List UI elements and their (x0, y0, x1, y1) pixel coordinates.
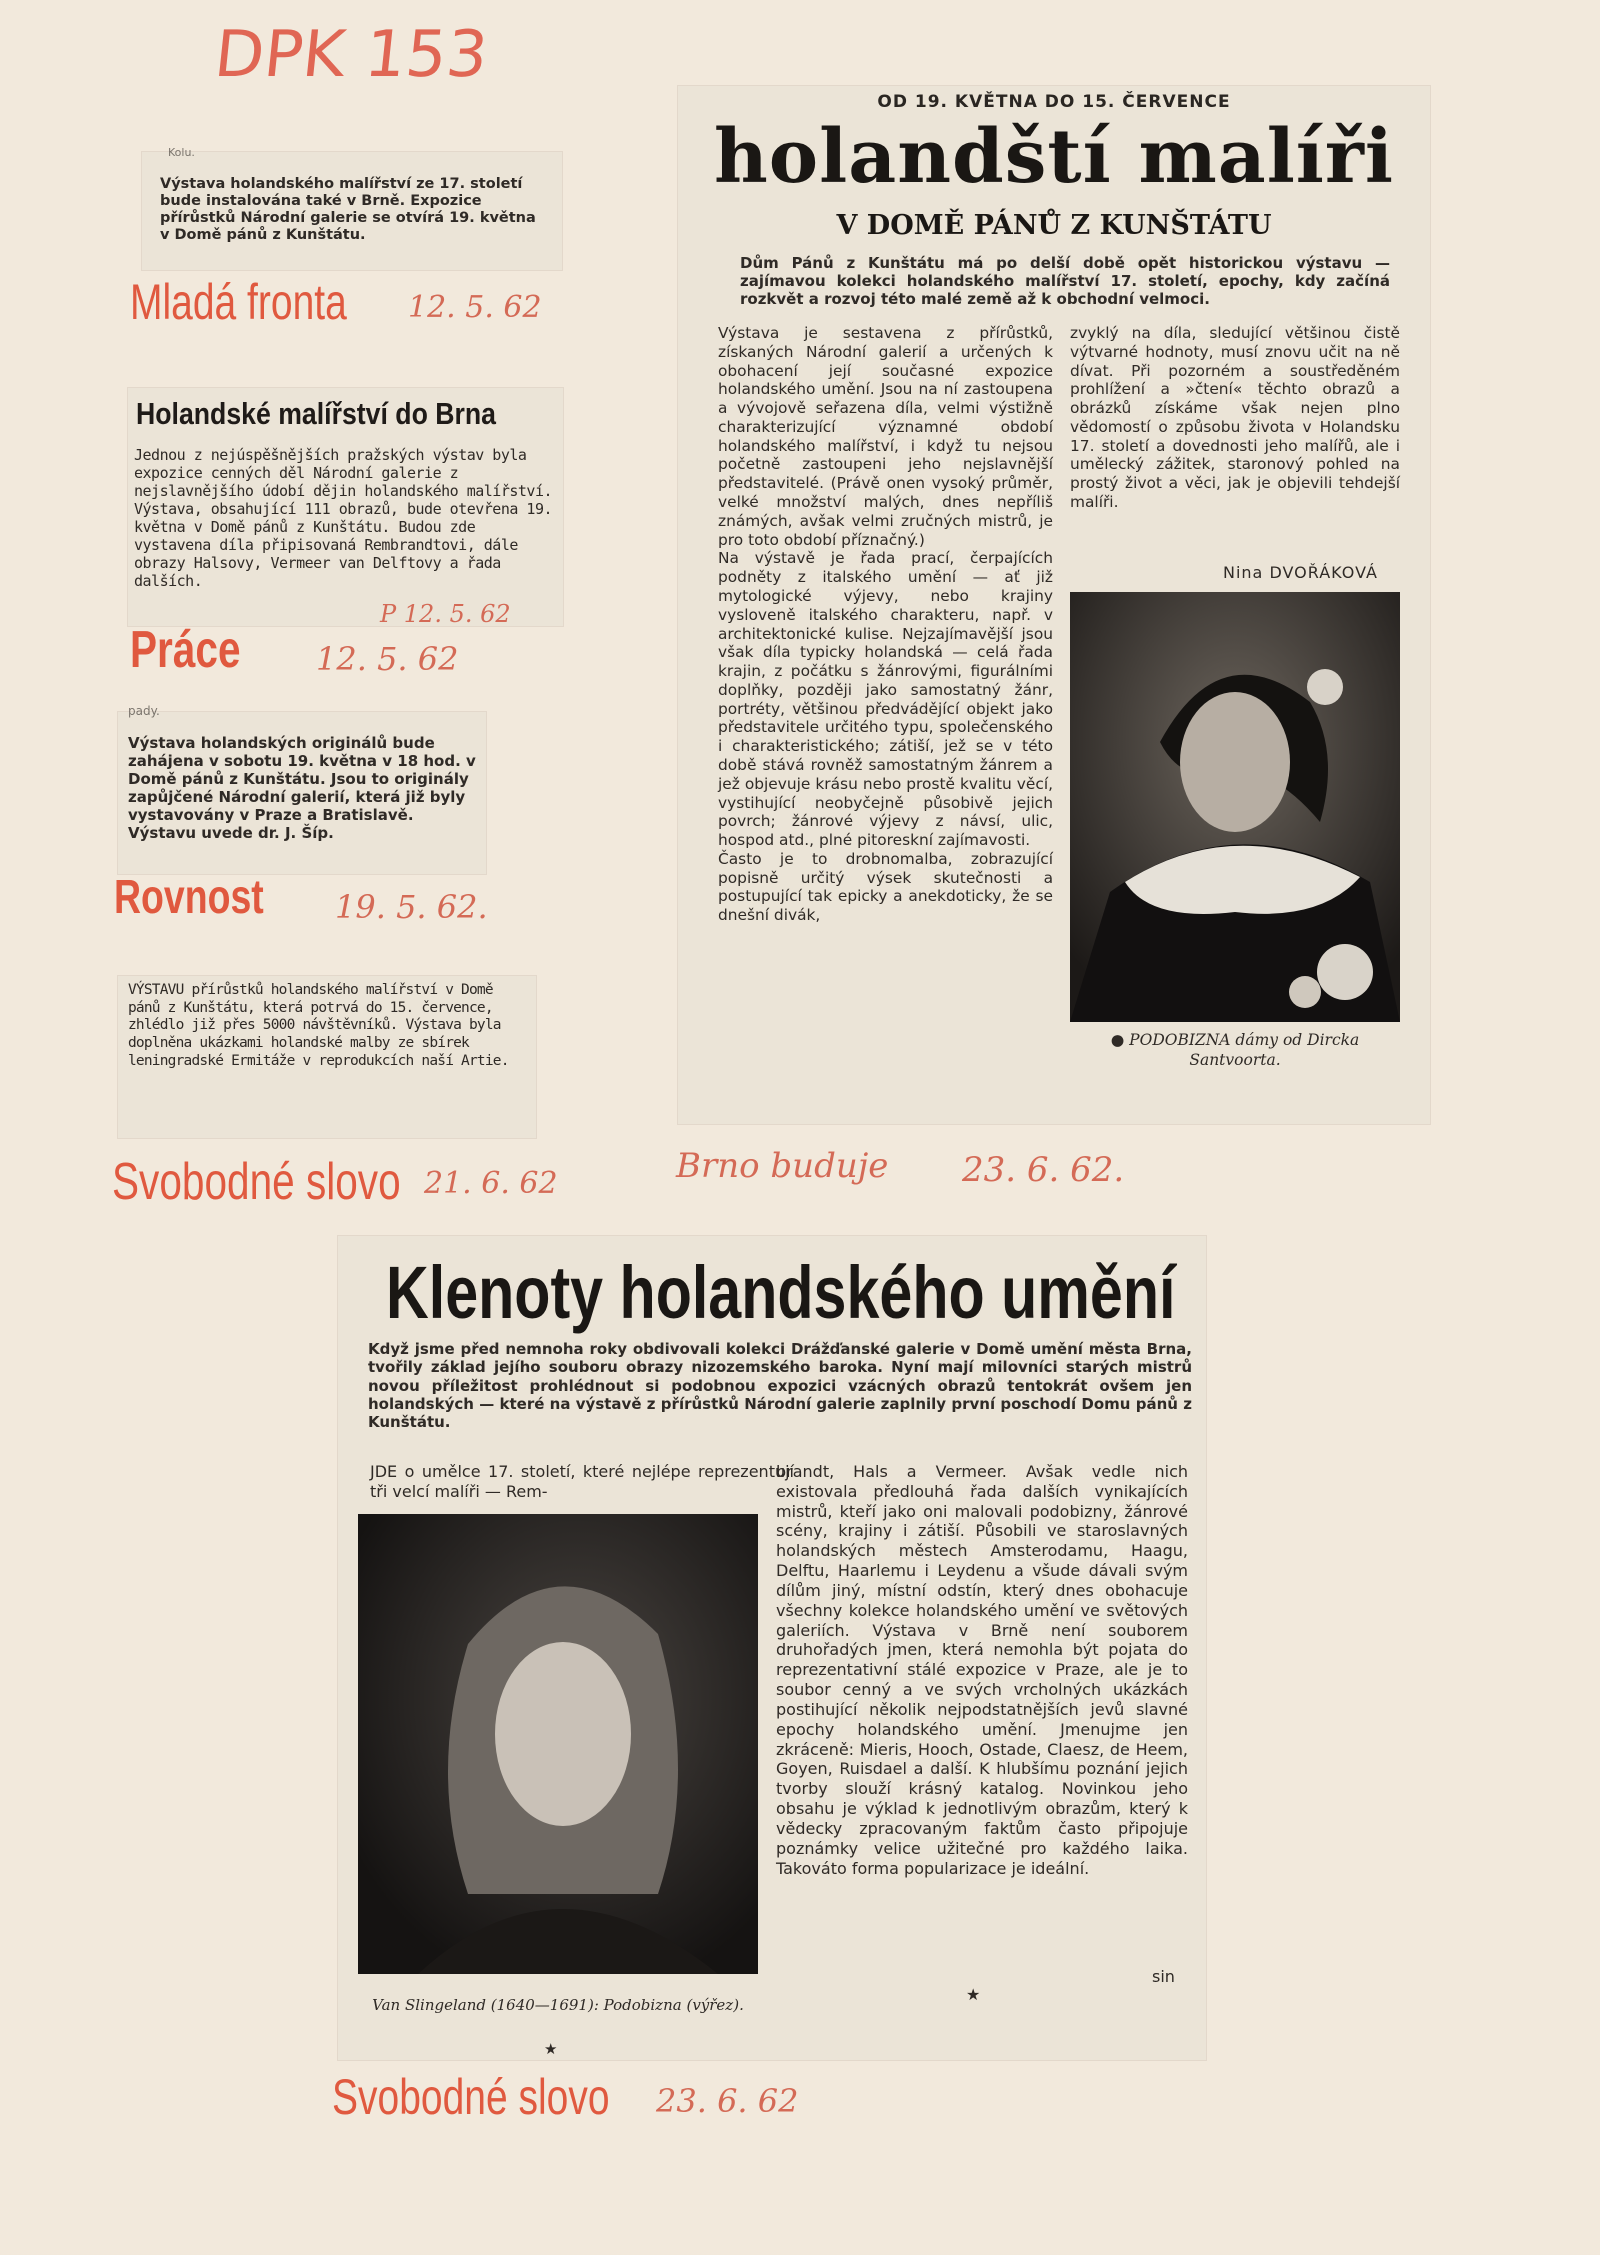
article-headline: Klenoty holandského umění (386, 1251, 1176, 1334)
portrait-photo-santvoort (1070, 592, 1400, 1022)
article-kicker: OD 19. KVĚTNA DO 15. ČERVENCE (877, 92, 1231, 112)
clipping-prace (128, 388, 563, 626)
handwritten-date: 19. 5. 62. (335, 888, 488, 926)
caption-star: ★ (544, 2040, 558, 2058)
article-headline: holandští malíři (713, 114, 1395, 200)
header-note: DPK 153 (211, 18, 492, 92)
source-stamp-svobodne-slovo: Svobodné slovo (332, 2069, 610, 2125)
handwritten-date: 23. 6. 62. (962, 1150, 1125, 1190)
source-stamp-mlada-fronta: Mladá fronta (130, 274, 347, 330)
handwritten-date: 12. 5. 62 (408, 290, 542, 325)
margin-note: P 12. 5. 62 (380, 600, 511, 628)
article-lead: Dům Pánů z Kunštátu má po delší době opět historickou výstavu — zajímavou kolekci holandského malířství 17. století, epochy, kdy začíná rozkvět a rozvoj této malé země až k obchodní velmoci. (740, 254, 1390, 308)
portrait-caption: ● PODOBIZNA dámy od Dircka Santvoorta. (1110, 1031, 1360, 1070)
portrait-photo-slingeland (358, 1514, 758, 1974)
article-holandsti-malíri (678, 86, 1430, 1124)
article-intro: JDE o umělce 17. století, které nejlépe reprezentují tři velcí malíři — Rem- (370, 1462, 794, 1501)
portrait-illustration (1070, 592, 1400, 1022)
article-lead: Když jsme před nemnoha roky obdivovali kolekci Drážďanské galerie v Domě umění města Brna, tvořily základ jejího souboru obrazy nizozemského baroka. Nyní mají milovníci starých mistrů novou příležitost prohlédnout si podobnou expozici vzácných obrazů tentokrát ovšem jen holandských — které na výstavě z přírůstků Národní galerie zaplnily první poschodí Domu pánů z Kunštátu. (368, 1340, 1192, 1432)
portrait-illustration (358, 1514, 758, 1974)
article-subhead: V DOMĚ PÁNŮ Z KUNŠTÁTU (836, 210, 1272, 241)
clipping-cut-top-text: Kolu. (168, 146, 195, 159)
article-column-1: Výstava je sestavena z přírůstků, získaných Národní galerií a určených k obohacení její současné expozice holandského umění. Jsou na ní zastoupena a vývojově seřazena díla, velmi výstižně charakterizující významné období holandského malířství, i když tu nejsou početně zastoupeni jeho nejslavnější představitelé. (Právě onen vysoký průměr, velké množství malých, dnes nepříliš známých, avšak velmi zručných mistrů, je pro toto období příznačný.) Na výstavě je řada prací, čerpajících podněty z italského umění — ať již mytologické výjevy, nebo krajiny vysloveně italského charakteru, např. v architektonické kulise. Nejzajímavější jsou však díla typicky holandská — celá řada krajin, z počátku s žánrovými, figurálními doplňky, později jako samostatný žánr, portréty, většinou předvádějící objekt jako představitele určitého typu, společenského i charakteristického; zátiší, jež se v této době stává rovněž samostatným žánrem a jež objevuje krásu nebo prostě kvalitu věcí, vystihující neobyčejně působivě jejich povrch; žánrové výjevy z návsí, ulic, hospod atd., plné pitoreskní zajímavosti. Často je to drobnomalba, zobrazující popisně určitý výsek skutečnosti a postupující tak epicky a anekdoticky, že se dnešní divák, (718, 324, 1053, 925)
article-klenoty-holandskeho-umeni (338, 1236, 1206, 2060)
article-column-2: brandt, Hals a Vermeer. Avšak vedle nich existovala předlouhá řada dalších vynikajících mistrů, kteří jako oni malovali podobizny, žánrové scény, krajiny i zátiší. Působili ve staroslavných holandských městech Amsterodamu, Haagu, Delftu, Haarlemu i Leydenu a všude dávali svým dílům jiný, místní odstín, který dnes obohacuje všechny kolekce holandského umění ve světových galeriích. Výstava v Brně není souborem druhořadých jmen, která nemohla být pojata do reprezentativní stálé expozice v Praze, ale je to soubor cenný a ve svých vrcholných ukázkách postihující několik nejpodstatnějších jevů slavné epochy holandského umění. Jmenujme jen zkráceně: Mieris, Hooch, Ostade, Claesz, de Heem, Goyen, Ruisdael a další. K hlubšímu poznání jejich tvorby slouží krásný katalog. Novinkou jeho obsahu je výklad k jednotlivým obrazům, který k vědecky zpracovaným faktům často připojuje poznámky velice užitečné pro každého laika. Takováto forma popularizace je ideální. (776, 1462, 1188, 1878)
handwritten-date: 21. 6. 62 (424, 1166, 558, 1201)
portrait-caption: Van Slingeland (1640—1691): Podobizna (výřez). (372, 1996, 744, 2014)
article-signature: sin (1152, 1967, 1175, 1986)
article-column-2: zvyklý na díla, sledující většinou čistě výtvarné hodnoty, musí znovu učit na ně dívat. Při pozorném a soustředěném prohlížení a »čtení« těchto obrazů a obrázků získáme však nejen plno vědomostí o způsobu života v Holandsku 17. století a dovednosti jeho malířů, ale i umělecký zážitek, staronový pohled na prostý život a věci, jak je objevili tehdejší malíři. (1070, 324, 1400, 512)
handwritten-date: 12. 5. 62 (316, 640, 459, 678)
clipping-text: Jednou z nejúspěšnějších pražských výstav byla expozice cenných děl Národní galerie z nejslavnějšího údobí dějin holandského malířství. Výstava, obsahující 111 obrazů, bude otevřena 19. května v Domě pánů z Kunštátu. Budou zde vystavena díla připisovaná Rembrandtovi, dále obrazy Halsovy, Vermeer van Delftovy a řada dalších. (134, 446, 553, 590)
clipping-svobodne-slovo-1 (118, 976, 536, 1138)
handwritten-source-brno-buduje: Brno buduje (676, 1146, 889, 1186)
clipping-text: VÝSTAVU přírůstků holandského malířství v Domě pánů z Kunštátu, která potrvá do 15. července, zhlédlo již přes 5000 návštěvníků. Výstava byla doplněna ukázkami holandské malby ze sbírek leningradské Ermitáže v reprodukcích naší Artie. (128, 982, 509, 1069)
source-stamp-prace: Práce (130, 621, 241, 679)
source-stamp-rovnost: Rovnost (114, 871, 264, 924)
clipping-mlada-fronta (142, 146, 562, 270)
clipping-rovnost (118, 704, 486, 874)
clipping-cut-top-text: pady. (128, 704, 160, 718)
handwritten-date: 23. 6. 62 (656, 2082, 799, 2120)
clipping-text: Výstava holandských originálů bude zahájena v sobotu 19. května v 18 hod. v Domě pánů z Kunštátu. Jsou to originály zapůjčené Národní galerií, která již byly vystavovány v Praze a Bratislavě. Výstavu uvede dr. J. Šíp. (128, 734, 476, 842)
clipping-text: Výstava holandského malířství ze 17. století bude instalována také v Brně. Expozice přírůstků Národní galerie se otvírá 19. května v Domě pánů z Kunštátu. (160, 176, 536, 244)
article-author: Nina DVOŘÁKOVÁ (1223, 563, 1378, 582)
article-end-star: ★ (966, 1985, 981, 2004)
source-stamp-svobodne-slovo: Svobodné slovo (112, 1153, 401, 1211)
clipping-headline: Holandské malířství do Brna (136, 396, 497, 431)
